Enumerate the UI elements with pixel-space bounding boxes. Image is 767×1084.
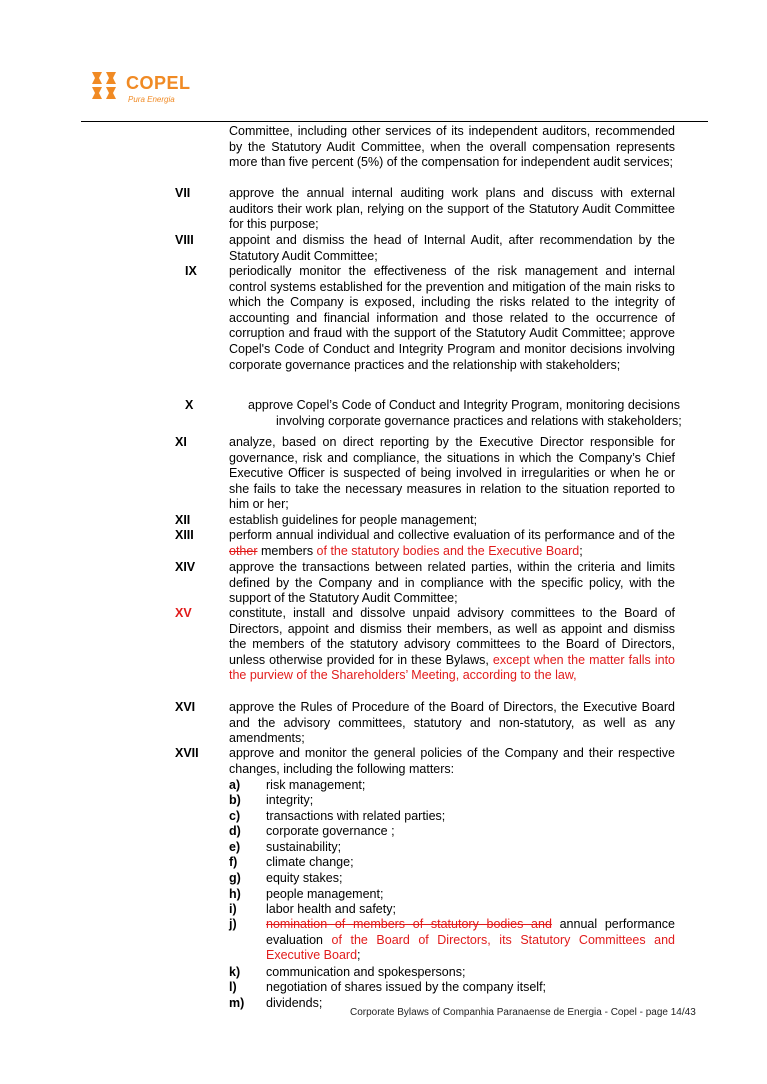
text-run: people management; xyxy=(266,887,384,901)
header-rule xyxy=(81,121,708,122)
item-number: XVII xyxy=(175,746,199,760)
text-run: sustainability; xyxy=(266,840,342,854)
subitem-text xyxy=(266,917,675,964)
inserted-text: of the statutory bodies and the Executive Board xyxy=(316,543,580,558)
inserted-text: of the Board of Directors, its Statutory Committees and Executive Board xyxy=(266,932,675,963)
subitem-text xyxy=(266,902,675,918)
deleted-text: nomination of members of statutory bodies and xyxy=(266,917,552,931)
text-run: risk management; xyxy=(266,778,366,792)
item-text xyxy=(229,746,675,777)
subitem-text xyxy=(266,778,675,794)
subitem-label: g) xyxy=(229,871,241,885)
item-number: X xyxy=(185,398,194,412)
copel-logo xyxy=(90,70,200,110)
item-text xyxy=(229,606,675,684)
subitem-label: a) xyxy=(229,778,241,792)
subitem-label: f) xyxy=(229,855,238,869)
text-run: corporate governance ; xyxy=(266,824,395,838)
text-run: ; xyxy=(579,543,583,558)
subitem-label: h) xyxy=(229,887,241,901)
subitem-label: e) xyxy=(229,840,241,854)
item-text xyxy=(229,435,675,513)
item-text xyxy=(229,700,675,747)
text-run: perform annual individual and collective evaluation of its performance and of the xyxy=(229,528,675,542)
item-number: XIII xyxy=(175,528,194,542)
text-run: dividends; xyxy=(266,996,323,1010)
text-run: periodically monitor the effectiveness of the risk management and internal control systems established for the prevention and mitigation of the main risks to which the Company is exposed, including the risks related to the integrity of accounting and financial information and those related to the occurrence of corruption and fraud with the support of the Statutory Audit Committee; approve Copel's Code of Conduct and Integrity Program and monitor decisions involving corporate governance practices and the relationship with stakeholders; xyxy=(229,264,675,372)
item-text xyxy=(229,186,675,233)
item-text xyxy=(229,233,675,264)
text-run: approve the transactions between related parties, within the criteria and limits defined by the Company and in compliance with the specific policy, with the support of the Statutory Audit Committee; xyxy=(229,560,675,606)
item-text xyxy=(229,124,675,171)
item-number: XVI xyxy=(175,700,196,714)
text-run: establish guidelines for people management; xyxy=(229,513,478,527)
text-run: approve the Rules of Procedure of the Board of Directors, the Executive Board and the advisory committees, statutory and non-statutory, as well as any amendments; xyxy=(229,700,675,746)
item-number: XI xyxy=(175,435,187,449)
logo-name: COPEL xyxy=(126,73,191,93)
subitem-text xyxy=(266,855,675,871)
text-run: ; xyxy=(357,948,361,963)
item-text xyxy=(229,264,675,373)
subitem-text xyxy=(266,824,675,840)
subitem-label: c) xyxy=(229,809,241,823)
item-number: VII xyxy=(175,186,191,200)
subitem-text xyxy=(266,887,675,903)
item-number: VIII xyxy=(175,233,194,247)
subitem-text xyxy=(266,793,675,809)
subitem-label: k) xyxy=(229,965,241,979)
text-run: negotiation of shares issued by the company itself; xyxy=(266,980,547,994)
item-text xyxy=(229,560,675,607)
subitem-label: j) xyxy=(229,917,237,931)
text-run: approve and monitor the general policies of the Company and their respective changes, including the following matters: xyxy=(229,746,675,776)
item-number: XV xyxy=(175,606,192,620)
item-text xyxy=(229,528,675,559)
item-number: XIV xyxy=(175,560,196,574)
subitem-label: l) xyxy=(229,980,237,994)
text-run: members xyxy=(257,543,317,558)
text-run: labor health and safety; xyxy=(266,902,396,916)
deleted-text: other xyxy=(229,543,258,558)
subitem-label: b) xyxy=(229,793,241,807)
text-run: approve Copel’s Code of Conduct and Integrity Program, monitoring decisions involving corporate governance practices and relations with stakeholders; xyxy=(248,398,682,428)
item-number: XII xyxy=(175,513,191,527)
subitem-text xyxy=(266,980,675,996)
text-run: integrity; xyxy=(266,793,314,807)
text-run: transactions with related parties; xyxy=(266,809,446,823)
page-footer: Corporate Bylaws of Companhia Paranaense de Energia - Copel - page 14/43 xyxy=(350,1007,696,1018)
text-run: approve the annual internal auditing work plans and discuss with external auditors their work plan, relying on the support of the Statutory Audit Committee for this purpose; xyxy=(229,186,675,232)
text-run: communication and spokespersons; xyxy=(266,965,466,979)
text-run: annual performance evaluation xyxy=(266,917,676,947)
text-run: analyze, based on direct reporting by the Executive Director responsible for governance, risk and compliance, the situations in which the Company’s Chief Executive Officer is suspected of being involved in irregularities or when he or she fails to take the necessary measures in relation to the situation reported to him or her; xyxy=(229,435,675,512)
text-run: climate change; xyxy=(266,855,354,869)
text-run: constitute, install and dissolve unpaid advisory committees to the Board of Directors, appoint and dismiss their members, as well as appoint and dismiss the members of the statutory advisory committees to the Board of Directors, unless otherwise provided for in these Bylaws, xyxy=(229,606,675,667)
item-text xyxy=(248,398,718,429)
subitem-label: i) xyxy=(229,902,237,916)
subitem-label: d) xyxy=(229,824,241,838)
subitem-text xyxy=(266,840,675,856)
text-run: equity stakes; xyxy=(266,871,343,885)
text-run: Committee, including other services of its independent auditors, recommended by the Statutory Audit Committee, when the overall compensation represents more than five percent (5%) of the compensation for independent audit services; xyxy=(229,124,675,170)
subitem-text xyxy=(266,965,675,981)
subitem-text xyxy=(266,809,675,825)
inserted-text: except when the matter falls into the purview of the Shareholders’ Meeting, according to the law, xyxy=(229,652,675,683)
copel-mark-icon xyxy=(90,70,120,102)
item-number: IX xyxy=(185,264,197,278)
subitem-label: m) xyxy=(229,996,245,1010)
item-text xyxy=(229,513,675,529)
subitem-text xyxy=(266,871,675,887)
text-run: appoint and dismiss the head of Internal Audit, after recommendation by the Statutory Audit Committee; xyxy=(229,233,675,263)
logo-tagline: Pura Energia xyxy=(128,95,175,104)
